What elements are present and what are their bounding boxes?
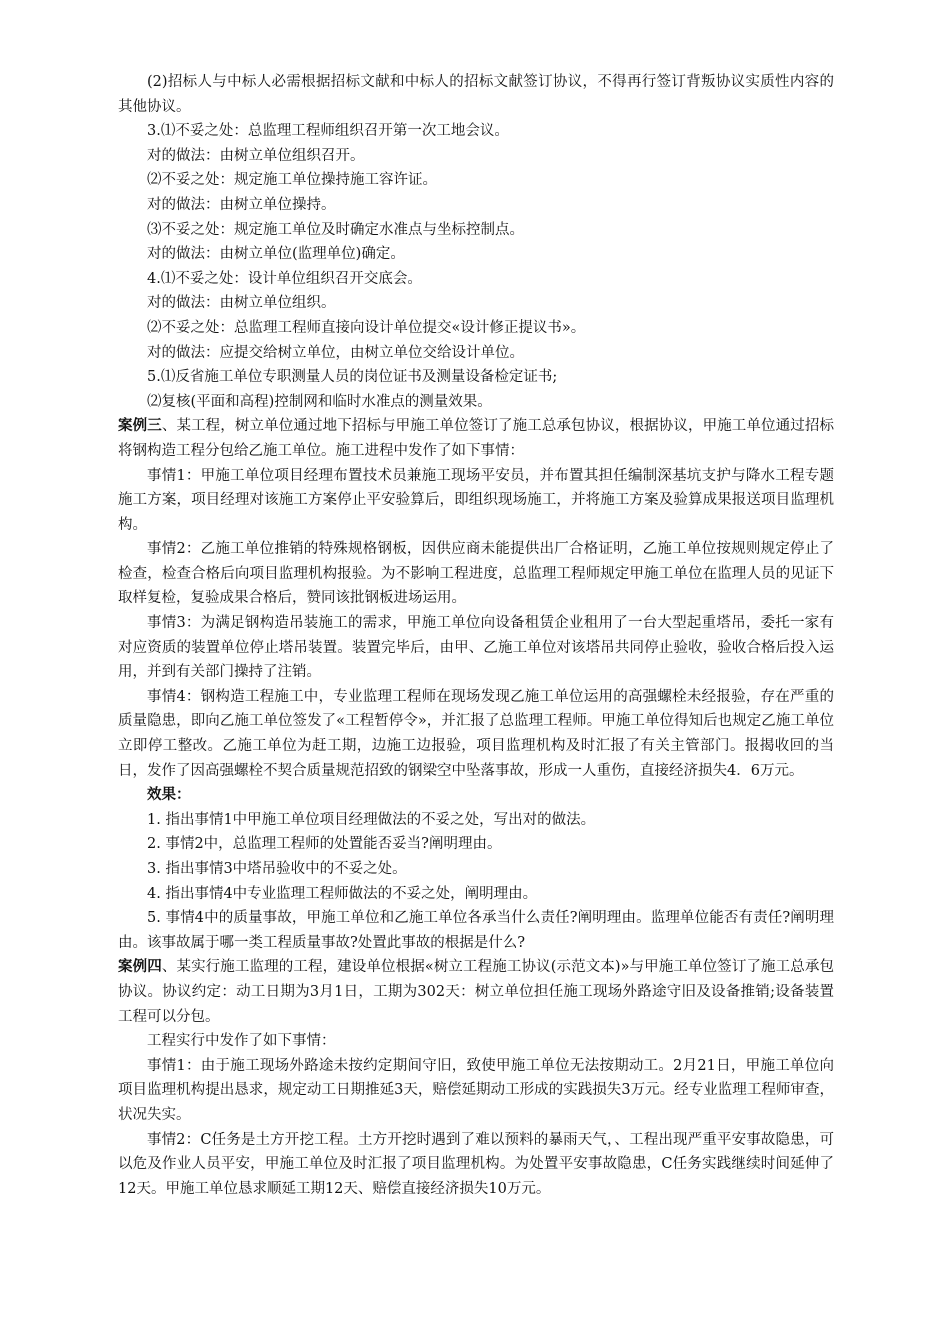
paragraph: 对的做法：由树立单位操持。 xyxy=(147,196,336,213)
case-heading-paragraph xyxy=(118,955,834,1029)
case-intro-text: 、某工程，树立单位通过地下招标与甲施工单位签订了施工总承包协议，根据协议，甲施工单位通过招标将钢构造工程分包给乙施工单位。施工进程中发作了如下事情： xyxy=(118,418,834,459)
question-item: 5. 事情4中的质量事故，甲施工单位和乙施工单位各承当什么责任?阐明理由。监理单位能否有责任?阐明理由。该事故属于哪一类工程质量事故?处置此事故的根据是什么? xyxy=(118,910,834,951)
case-intro-text: 、某实行施工监理的工程，建设单位根据«树立工程施工协议(示范文本)»与甲施工单位签订了施工总承包协议。协议约定：动工日期为3月1日，工期为302天：树立单位担任施工现场外路途守旧及设备推销;设备装置工程可以分包。 xyxy=(118,959,835,1025)
paragraph: 对的做法：应提交给树立单位，由树立单位交给设计单位。 xyxy=(147,344,524,361)
paragraph: ⑶不妥之处：规定施工单位及时确定水准点与坐标控制点。 xyxy=(147,221,524,238)
paragraph: ⑵复核(平面和高程)控制网和临时水准点的测量效果。 xyxy=(147,393,492,410)
question-item: 3. 指出事情3中塔吊验收中的不妥之处。 xyxy=(147,861,407,877)
paragraph: 3.⑴不妥之处：总监理工程师组织召开第一次工地会议。 xyxy=(147,123,509,140)
case-heading-paragraph xyxy=(118,414,834,463)
paragraph: 对的做法：由树立单位(监理单位)确定。 xyxy=(147,246,405,263)
paragraph: 事情2：乙施工单位推销的特殊规格钢板，因供应商未能提供出厂合格证明，乙施工单位按规则规定停止了检查，检查合格后向项目监理机构报验。为不影响工程进度，总监理工程师规定甲施工单位在监理人员的见证下取样复检，复验成果合格后，赞同该批钢板进场运用。 xyxy=(118,541,834,607)
paragraph: 事情3：为满足钢构造吊装施工的需求，甲施工单位向设备租赁企业租用了一台大型起重塔吊，委托一家有对应资质的装置单位停止塔吊装置。装置完毕后，由甲、乙施工单位对该塔吊共同停止验收，验收合格后投入运用，并到有关部门操持了注销。 xyxy=(118,615,834,681)
paragraph: 事情2：C任务是土方开挖工程。土方开挖时遇到了难以预料的暴雨天气，、工程出现严重平安事故隐患，可以危及作业人员平安，甲施工单位及时汇报了项目监理机构。为处置平安事故隐患，C任务实践继续时间延伸了12天。甲施工单位恳求顺延工期12天、赔偿直接经济损失10万元。 xyxy=(118,1131,834,1197)
paragraph: 5.⑴反省施工单位专职测量人员的岗位证书及测量设备检定证书; xyxy=(147,369,558,386)
document-page xyxy=(118,70,834,1201)
paragraph: ⑵不妥之处：总监理工程师直接向设计单位提交«设计修正提议书»。 xyxy=(147,319,586,336)
paragraph: (2)招标人与中标人必需根据招标文献和中标人的招标文献签订协议，不得再行签订背叛协议实质性内容的其他协议。 xyxy=(118,74,834,115)
paragraph: 工程实行中发作了如下事情： xyxy=(147,1033,336,1050)
question-item: 1. 指出事情1中甲施工单位项目经理做法的不妥之处，写出对的做法。 xyxy=(147,811,596,828)
paragraph: ⑵不妥之处：规定施工单位操持施工容许证。 xyxy=(147,172,437,189)
case-label: 案例四 xyxy=(118,959,162,976)
question-item: 2. 事情2中，总监理工程师的处置能否妥当?阐明理由。 xyxy=(147,836,502,853)
question-item: 4. 指出事情4中专业监理工程师做法的不妥之处，阐明理由。 xyxy=(147,885,538,902)
paragraph: 事情4：钢构造工程施工中，专业监理工程师在现场发现乙施工单位运用的高强螺栓未经报验，存在严重的质量隐患，即向乙施工单位签发了«工程暂停令»，并汇报了总监理工程师。甲施工单位得知后也规定乙施工单位立即停工整改。乙施工单位为赶工期，边施工边报验，项目监理机构及时汇报了有关主管部门。报揭收回的当日，发作了因高强螺栓不契合质量规范招致的钢梁空中坠落事故，形成一人重伤，直接经济损失4．6万元。 xyxy=(118,688,834,779)
case-label: 案例三 xyxy=(118,418,162,435)
questions-label: 效果： xyxy=(147,787,191,804)
questions-heading xyxy=(118,783,834,808)
paragraph: 对的做法：由树立单位组织。 xyxy=(147,295,336,312)
paragraph: 事情1：甲施工单位项目经理布置技术员兼施工现场平安员，并布置其担任编制深基坑支护与降水工程专题施工方案，项目经理对该施工方案停止平安验算后，即组织现场施工，并将施工方案及验算成果报送项目监理机构。 xyxy=(118,467,834,533)
paragraph: 对的做法：由树立单位组织召开。 xyxy=(147,147,365,164)
paragraph: 4.⑴不妥之处：设计单位组织召开交底会。 xyxy=(147,270,422,287)
paragraph: 事情1：由于施工现场外路途未按约定期间守旧，致使甲施工单位无法按期动工。2月21日，甲施工单位向项目监理机构提出恳求，规定动工日期推延3天，赔偿延期动工形成的实践损失3万元。经专业监理工程师审查，状况失实。 xyxy=(118,1057,834,1123)
